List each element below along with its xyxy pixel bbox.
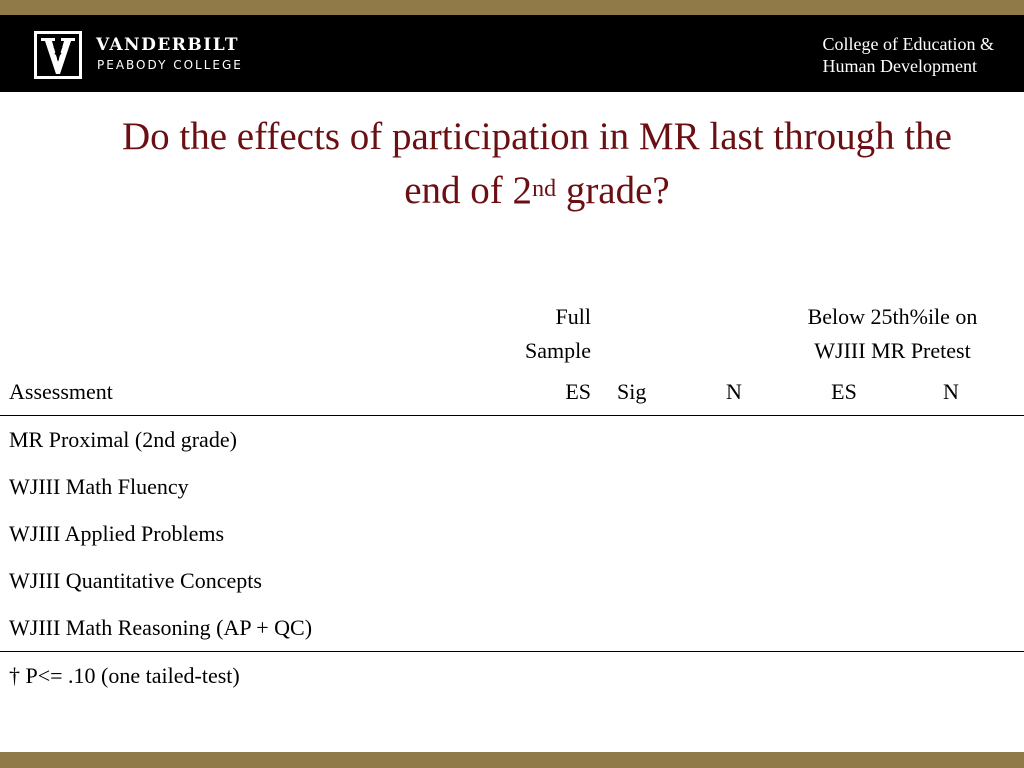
assessment-cell: WJIII Quantitative Concepts xyxy=(9,567,262,593)
group-empty-cell xyxy=(707,300,761,368)
es-full-cell xyxy=(489,463,591,510)
column-header-n-full: N xyxy=(707,368,761,416)
brand-name: VANDERBILT xyxy=(96,35,239,55)
es-below-cell xyxy=(761,557,927,604)
column-header-es-below: ES xyxy=(761,368,927,416)
es-below-cell xyxy=(761,510,927,557)
group-full-line-2: Sample xyxy=(525,338,591,363)
n-below-cell xyxy=(927,557,1024,604)
table-row xyxy=(0,416,1024,464)
n-full-cell xyxy=(707,604,761,652)
n-full-cell xyxy=(707,557,761,604)
column-header-sig: Sig xyxy=(591,368,707,416)
sig-cell xyxy=(591,510,707,557)
es-full-cell xyxy=(489,557,591,604)
results-table xyxy=(0,300,1024,699)
group-header-row xyxy=(0,300,1024,368)
assessment-cell: MR Proximal (2nd grade) xyxy=(9,426,237,452)
group-full-sample xyxy=(489,300,591,368)
slide-title xyxy=(100,110,974,218)
group-full-line-1: Full xyxy=(555,304,591,329)
brand-subtitle: PEABODY COLLEGE xyxy=(97,58,243,72)
footnote-row xyxy=(0,652,1024,700)
n-below-cell xyxy=(927,416,1024,464)
table-row xyxy=(0,604,1024,652)
group-below-line-2: WJIII MR Pretest xyxy=(814,338,971,363)
table-row xyxy=(0,510,1024,557)
n-below-cell xyxy=(927,510,1024,557)
group-below-25th xyxy=(761,300,1024,368)
n-below-cell xyxy=(927,604,1024,652)
es-below-cell xyxy=(761,463,927,510)
vanderbilt-v-oak-icon xyxy=(33,30,83,80)
es-below-cell xyxy=(761,604,927,652)
n-full-cell xyxy=(707,510,761,557)
n-full-cell xyxy=(707,463,761,510)
column-header-n-below: N xyxy=(927,368,1024,416)
college-name xyxy=(823,33,994,77)
table-row xyxy=(0,557,1024,604)
title-end: grade? xyxy=(556,169,670,212)
column-header-es-full: ES xyxy=(489,368,591,416)
es-full-cell xyxy=(489,604,591,652)
sig-cell xyxy=(591,604,707,652)
college-line-2: Human Development xyxy=(822,56,977,76)
n-full-cell xyxy=(707,416,761,464)
es-full-cell xyxy=(489,416,591,464)
group-below-line-1: Below 25th%ile on xyxy=(807,304,978,329)
top-gold-stripe xyxy=(0,0,1024,15)
column-header-row xyxy=(0,368,1024,416)
es-full-cell xyxy=(489,510,591,557)
group-empty-cell xyxy=(0,300,489,368)
college-line-1: College of Education & xyxy=(822,34,994,54)
sig-cell xyxy=(591,557,707,604)
group-empty-cell xyxy=(591,300,707,368)
sig-cell xyxy=(591,463,707,510)
sig-cell xyxy=(591,416,707,464)
table-row xyxy=(0,463,1024,510)
assessment-cell: WJIII Math Reasoning (AP + QC) xyxy=(0,604,489,652)
n-below-cell xyxy=(927,463,1024,510)
es-below-cell xyxy=(761,416,927,464)
title-superscript: nd xyxy=(532,176,557,202)
assessment-cell: WJIII Math Fluency xyxy=(9,473,189,499)
footnote: † P<= .10 (one tailed-test) xyxy=(9,662,240,688)
assessment-cell: WJIII Applied Problems xyxy=(9,520,225,546)
bottom-gold-stripe xyxy=(0,752,1024,768)
column-header-assessment: Assessment xyxy=(0,368,489,416)
title-main: Do the effects of participation in MR last through the end of 2 xyxy=(121,115,952,212)
